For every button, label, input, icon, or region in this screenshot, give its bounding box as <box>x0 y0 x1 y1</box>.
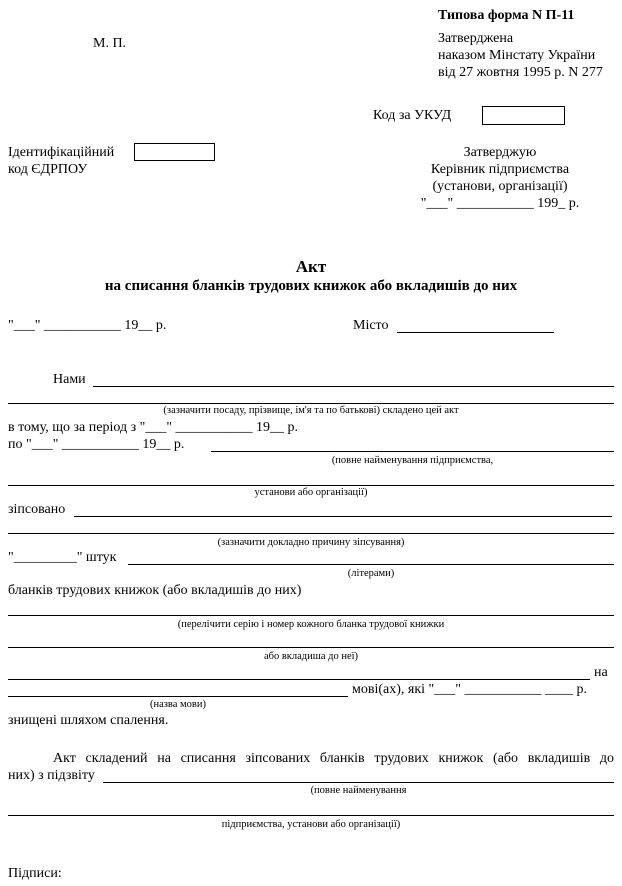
language-hint: (назва мови) <box>150 699 206 710</box>
by-us-hint: (зазначити посаду, прізвище, ім'я та по батькові) складено цей акт <box>163 405 459 416</box>
series-hint-1: (перелічити серію і номер кожного бланка трудової книжки <box>177 619 445 630</box>
approve-institution-hint: (установи, організації) <box>432 179 568 194</box>
edrpou-label-1: Ідентифікаційний <box>8 145 115 160</box>
approve-heading: Затверджую <box>463 145 537 160</box>
approved-line-2: наказом Мінстату України <box>438 48 596 63</box>
series-input-2[interactable] <box>8 633 614 648</box>
by-us-label: Нами <box>53 372 86 387</box>
approve-head-of-enterprise: Керівник підприємства <box>430 162 570 177</box>
approve-date-field[interactable]: "___" ___________ 199_ р. <box>420 196 580 211</box>
report-hint-1: (повне найменування <box>310 785 407 796</box>
period-to-field[interactable]: по "___" ___________ 19__ р. <box>8 437 185 452</box>
act-date-field[interactable]: "___" ___________ 19__ р. <box>8 318 167 333</box>
document-title: Акт <box>295 257 327 276</box>
enterprise-name-input-2[interactable] <box>8 471 614 486</box>
period-from-field[interactable]: в тому, що за період з "___" ___________ 19__ р. <box>8 420 299 435</box>
count-field[interactable]: "_________" штук <box>8 550 117 565</box>
report-text-2: них) з підзвіту <box>8 768 95 783</box>
edrpou-code-field[interactable] <box>134 143 215 161</box>
report-hint-2: підприємства, установи або організації) <box>221 819 401 830</box>
signatures-label: Підписи: <box>8 866 62 881</box>
blanks-text: бланків трудових книжок (або вкладишів до них) <box>8 583 302 598</box>
spoiled-reason-hint: (зазначити докладно причину зіпсування) <box>217 537 405 548</box>
ukud-code-field[interactable] <box>482 106 565 125</box>
enterprise-hint-1: (повне найменування підприємства, <box>331 455 494 466</box>
city-input[interactable] <box>397 318 554 333</box>
count-hint: (літерами) <box>347 568 395 579</box>
report-text-1: Акт складений на списання зіпсованих бланків трудових книжок (або вкладишів до <box>53 751 614 766</box>
report-enterprise-input-2[interactable] <box>8 801 614 816</box>
destroyed-text: знищені шляхом спалення. <box>8 713 169 728</box>
city-label: Місто <box>353 318 389 333</box>
spoiled-reason-input-1[interactable] <box>74 502 612 517</box>
count-in-words-input[interactable] <box>128 550 614 565</box>
report-enterprise-input-1[interactable] <box>103 768 614 783</box>
series-input-1[interactable] <box>8 601 614 616</box>
by-us-input-2[interactable] <box>8 389 614 404</box>
by-us-input-1[interactable] <box>93 372 614 387</box>
enterprise-hint-2: установи або організації) <box>254 487 368 498</box>
language-input-1[interactable] <box>8 665 590 680</box>
document-subtitle: на списання бланків трудових книжок або вкладишів до них <box>104 278 518 294</box>
enterprise-name-input-1[interactable] <box>211 437 614 452</box>
stamp-label: М. П. <box>93 36 127 51</box>
on-label: на <box>594 665 608 680</box>
form-title: Типова форма N П-11 <box>438 8 575 23</box>
series-hint-2: або вкладиша до неї) <box>263 651 359 662</box>
language-input-2[interactable] <box>8 682 348 697</box>
spoiled-label: зіпсовано <box>8 502 66 517</box>
approved-line-3: від 27 жовтня 1995 р. N 277 <box>438 65 603 80</box>
spoiled-reason-input-2[interactable] <box>8 519 614 534</box>
approved-line-1: Затверджена <box>438 31 514 46</box>
language-date-field[interactable]: мові(ах), які "___" ___________ ____ р. <box>352 682 587 697</box>
edrpou-label-2: код ЄДРПОУ <box>8 162 88 177</box>
ukud-label: Код за УКУД <box>373 108 452 123</box>
